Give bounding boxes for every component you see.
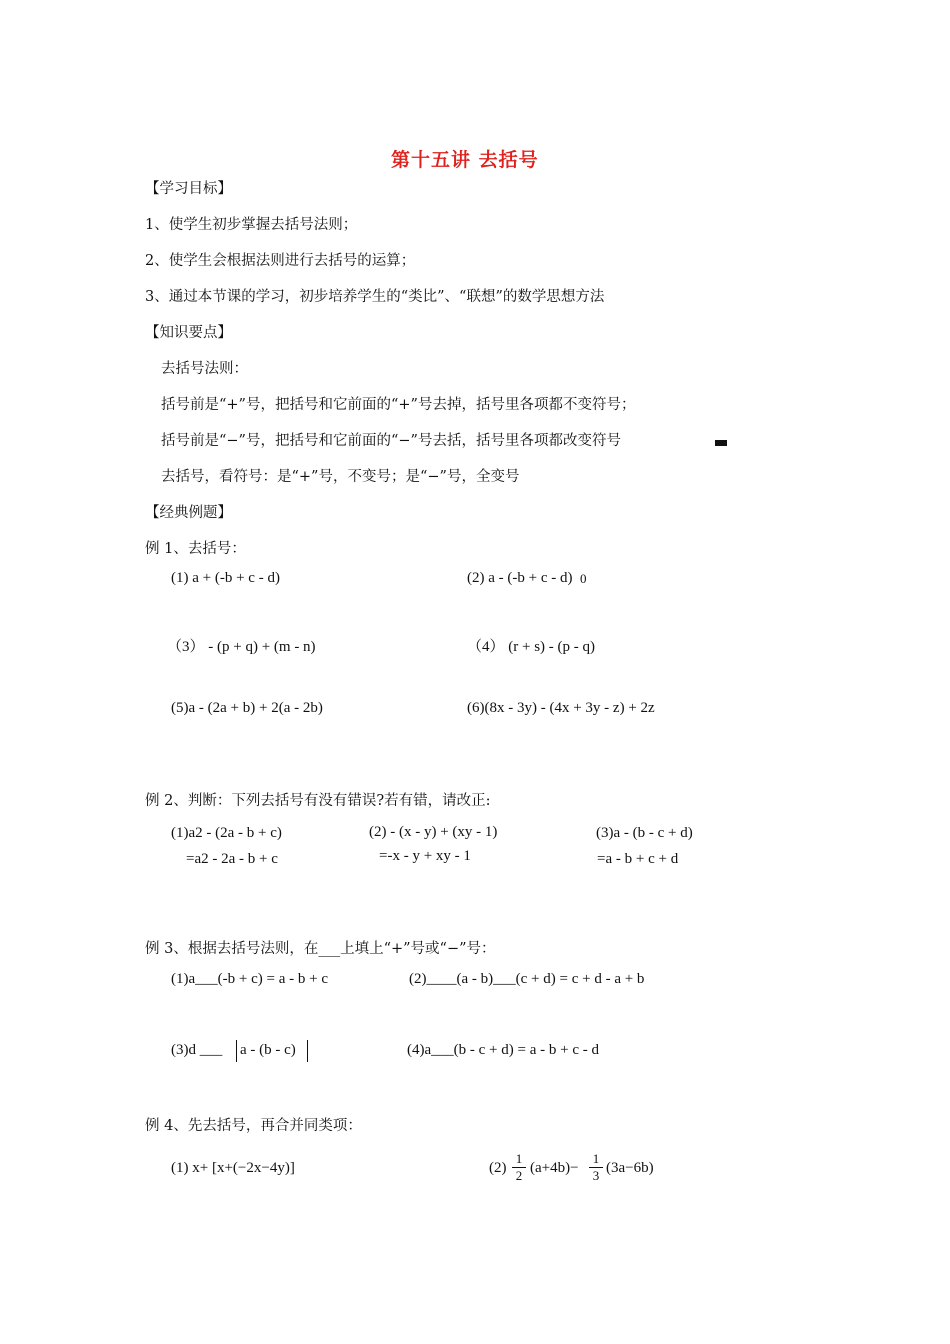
example-1-label: 例 1、去括号： (145, 541, 246, 557)
example-2-answer: =a - b + c + d (597, 851, 679, 867)
example-4-item-prefix: (2) (489, 1160, 507, 1176)
fraction-one-third (589, 1152, 603, 1183)
example-1-item: （3） - (p + q) + (m - n) (167, 639, 316, 655)
example-3-item: (2)____(a - b)___(c + d) = c + d - a + b (409, 971, 645, 987)
ink-mark (715, 440, 727, 446)
goal-item: 2、使学生会根据法则进行去括号的运算； (145, 253, 416, 269)
goal-item: 3、通过本节课的学习，初步培养学生的“类比”、“联想”的数学思想方法 (145, 289, 605, 305)
example-2-answer: =-x - y + xy - 1 (379, 848, 471, 864)
rule-item: 去括号，看符号：是“+”号，不变号；是“−”号，全变号 (161, 469, 520, 485)
example-4-item: (1) x+ [x+(−2x−4y)] (171, 1160, 295, 1176)
rules-intro: 去括号法则： (161, 361, 248, 377)
example-4-item-mid: (a+4b)− (530, 1160, 579, 1176)
fraction-one-half (512, 1152, 526, 1183)
example-4-label: 例 4、先去括号，再合并同类项： (145, 1118, 362, 1134)
abs-bar-right (307, 1040, 308, 1062)
example-3-label: 例 3、根据去括号法则，在___上填上“+”号或“−”号： (145, 941, 496, 957)
stray-mark: 0 (580, 571, 587, 586)
knowledge-header: 【知识要点】 (145, 325, 232, 341)
example-2-question: (2) - (x - y) + (xy - 1) (369, 824, 498, 840)
example-3-item: (1)a___(-b + c) = a - b + c (171, 971, 328, 987)
example-1-item: (1) a + (-b + c - d) (171, 570, 280, 586)
page-title: 第十五讲 去括号 (391, 149, 539, 171)
goals-header: 【学习目标】 (145, 181, 232, 197)
fraction-numerator: 1 (515, 1151, 523, 1166)
examples-header: 【经典例题】 (145, 505, 232, 521)
example-3-item: (4)a___(b - c + d) = a - b + c - d (407, 1042, 599, 1058)
example-1-item: (6)(8x - 3y) - (4x + 3y - z) + 2z (467, 700, 655, 716)
fraction-numerator: 1 (592, 1151, 600, 1166)
abs-bar-left (236, 1040, 237, 1062)
example-1-item: (5)a - (2a + b) + 2(a - 2b) (171, 700, 323, 716)
rule-item: 括号前是“−”号，把括号和它前面的“−”号去括，括号里各项都改变符号 (161, 433, 621, 449)
goal-item: 1、使学生初步掌握去括号法则； (145, 217, 358, 233)
example-2-label: 例 2、判断：下列去括号有没有错误?若有错，请改正: (145, 793, 491, 809)
example-3-abs-expression: a - (b - c) (240, 1042, 296, 1058)
fraction-denominator: 2 (515, 1168, 523, 1183)
example-4-item-end: (3a−6b) (606, 1160, 654, 1176)
example-3-item: (3)d ___ (171, 1042, 223, 1058)
example-2-question: (3)a - (b - c + d) (596, 825, 693, 841)
example-1-item: (2) a - (-b + c - d) (467, 570, 573, 586)
example-1-item: （4） (r + s) - (p - q) (467, 639, 596, 655)
fraction-denominator: 3 (592, 1168, 600, 1183)
rule-item: 括号前是“+”号，把括号和它前面的“+”号去掉，括号里各项都不变符号； (161, 397, 636, 413)
example-2-answer: =a2 - 2a - b + c (186, 851, 278, 867)
example-2-question: (1)a2 - (2a - b + c) (171, 825, 282, 841)
